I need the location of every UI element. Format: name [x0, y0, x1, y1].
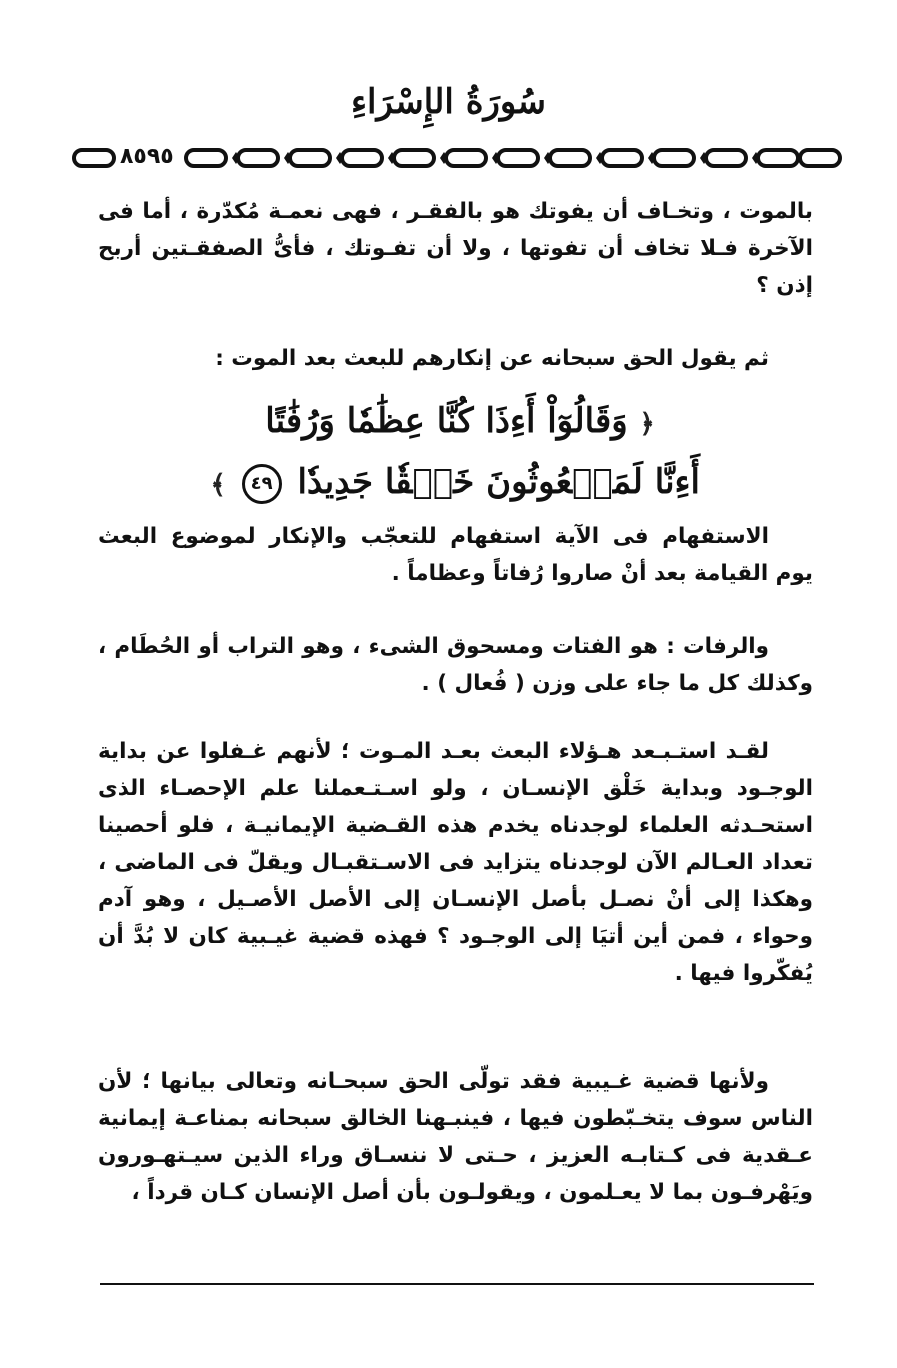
paragraph-5 — [98, 733, 813, 992]
paragraph-text: ثم يقول الحق سبحانه عن إنكارهم للبعث بعد الموت : — [215, 346, 769, 371]
verse-close-ornament: ﴾ — [210, 470, 226, 500]
page-number: ٨٥٩٥ — [116, 141, 178, 173]
paragraph-text: ولأنها قضية غـيبية فقد تولّى الحق سبحـانه وتعالى بيانها ؛ لأن الناس سوف يتخـبّطون فيها ، فينبـهنا الخالق سبحانه بمناعـة إيمانية عـقدية فى كـتابـه العزيز ، حـتى لا ننسـاق وراء الذين سيـتهـورون ويَهْرفـون بما لا يعـلمون ، ويقولـون بأن أصل الإنسان كـان قرداً ، — [98, 1069, 813, 1205]
verse-text: أَءِنَّا لَمَبۡعُوثُونَ خَلۡقٗا جَدِيدٗا — [297, 462, 700, 502]
paragraph-4 — [98, 628, 813, 702]
paragraph-text: الاستفهام فى الآية استفهام للتعجّب والإنكار لموضوع البعث يوم القيامة بعد أنْ صاروا رُفاتاً وعظاماً . — [98, 524, 813, 586]
paragraph-3 — [98, 518, 813, 592]
paragraph-6 — [98, 1063, 813, 1211]
paragraph-2 — [98, 340, 813, 377]
surah-title: سُورَةُ الإِسْرَاءِ — [351, 82, 546, 122]
header-ornament-border — [72, 140, 842, 176]
quran-verse — [210, 392, 700, 514]
paragraph-1 — [98, 193, 813, 304]
verse-line-2 — [210, 453, 700, 514]
ayah-number-circle: ٤٩ — [242, 464, 282, 504]
verse-text: وَقَالُوٓاْ أَءِذَا كُنَّا عِظَٰمٗا وَرُفَٰتًا — [265, 401, 628, 441]
verse-line-1 — [220, 392, 700, 453]
verse-open-ornament: ﴿ — [639, 409, 655, 439]
paragraph-text: لقـد استـبـعد هـؤلاء البعث بعـد المـوت ؛ لأنهم غـفلوا عن بداية الوجـود وبداية خَلْق الإنسـان ، ولو اسـتـعملنا علم الإحصـاء الذى استحـدثه العلماء لوجدناه يخدم هذه القـضية الإيمانيـة ، فلو أحصينا تعداد العـالم الآن لوجدناه يتزايد فى الاسـتقبـال ويقلّ فى الماضى ، وهكذا إلى أنْ نصـل بأصل الإنسـان إلى الأصل الأصـيل ، وهو آدم وحواء ، فمن أين أتيَا إلى الوجـود ؟ فهذه قضية غيـبية كان لا بُدَّ أن يُفكّروا فيها . — [98, 739, 813, 986]
paragraph-text: والرفات : هو الفتات ومسحوق الشىء ، وهو التراب أو الحُطَام ، وكذلك كل ما جاء على وزن ( فُعال ) . — [98, 634, 813, 696]
paragraph-text: بالموت ، وتخـاف أن يفوتك هو بالفقـر ، فهى نعمـة مُكدّرة ، أما فى الآخرة فـلا تخاف أن تفوتها ، ولا أن تفـوتك ، فأىُّ الصفقـتين أربح إذن ؟ — [98, 199, 813, 298]
footer-rule — [100, 1283, 814, 1285]
